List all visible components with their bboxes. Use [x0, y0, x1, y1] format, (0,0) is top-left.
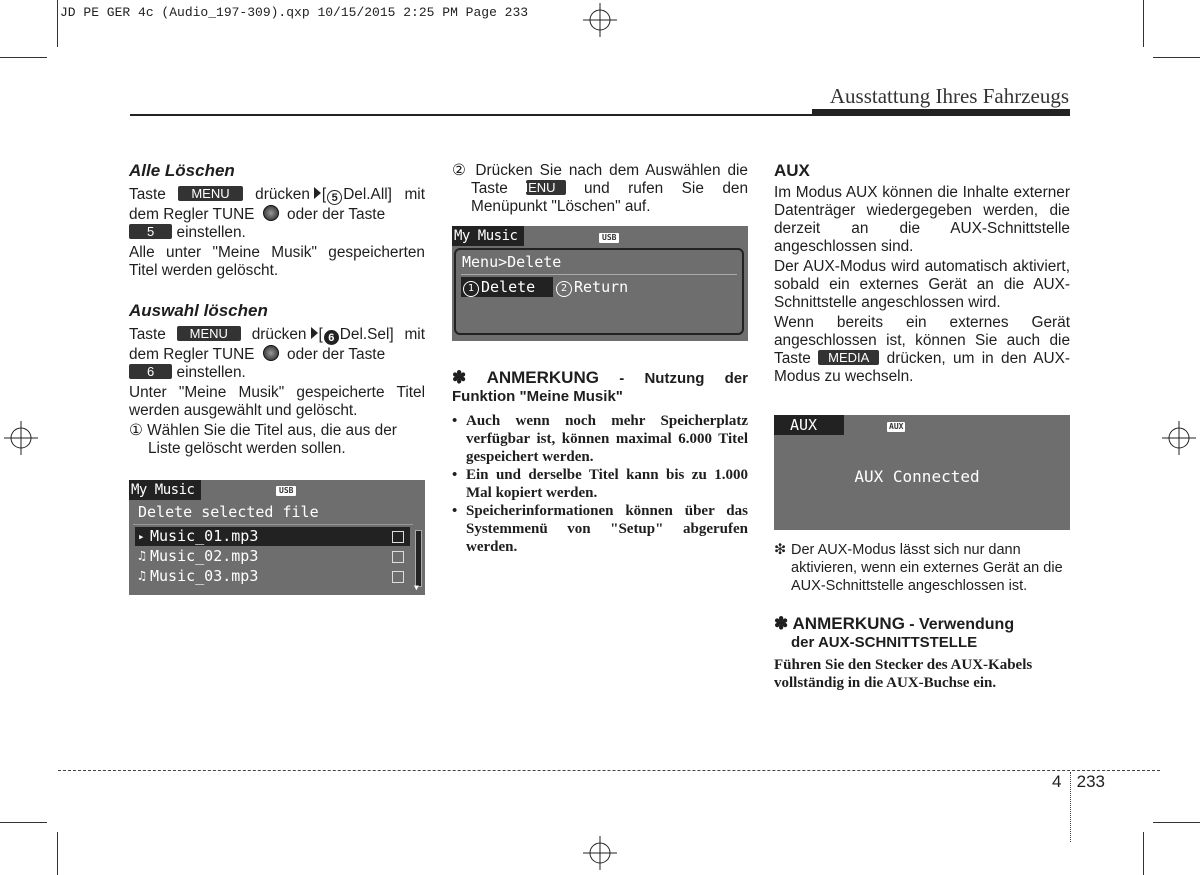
step-2: ② Drücken Sie nach dem Auswählen die Taste MENU und rufen Sie den Menüpunkt "Löschen" auf.	[452, 162, 749, 215]
list-item-selected: ▸ Music_01.mp3	[135, 527, 410, 546]
page-number: 233	[1076, 772, 1105, 791]
arrow-right-icon	[314, 187, 321, 199]
heading-auswahl-loeschen: Auswahl löschen	[129, 301, 268, 320]
number-6-icon: 6	[324, 330, 339, 345]
music-note-icon: ♫	[138, 569, 146, 584]
scroll-down-icon: ▼	[414, 583, 419, 592]
note-aux-schnittstelle: ✽ ANMERKUNG - Verwendung der AUX-SCHNITTSTELLE Führen Sie den Stecker des AUX-Kabels vollständig in die AUX-Buchse ein.	[774, 614, 1033, 691]
column-middle	[452, 162, 748, 218]
paragraph: Unter "Meine Musik" gespeicherte Titel werden ausgewählt und gelöscht.	[129, 384, 425, 419]
key-6-icon: 6	[129, 364, 172, 379]
footer-rule	[58, 770, 1160, 771]
note-star-icon: ✽	[452, 368, 467, 387]
checkbox-icon	[392, 551, 404, 563]
option-delete-selected: 1 Delete	[461, 277, 553, 297]
heading-aux: AUX	[774, 161, 810, 180]
crop-mark	[0, 822, 47, 823]
usb-badge: USB	[599, 233, 619, 243]
tune-knob-icon	[263, 205, 279, 221]
menu-key-icon: MENU	[526, 180, 565, 195]
paragraph: Im Modus AUX können die Inhalte externer Datenträger wiedergegeben werden, die derzeit an die AUX-Schnittstelle angeschlossen sind.	[774, 184, 1070, 255]
registration-mark-icon	[4, 421, 38, 455]
asterisk-icon: ❇	[774, 542, 787, 558]
crop-mark	[1143, 0, 1144, 47]
option-return: 2 Return	[556, 277, 628, 297]
chapter-number: 4	[1052, 772, 1062, 791]
registration-mark-icon	[1162, 421, 1196, 455]
column-left	[129, 162, 425, 460]
aux-message: AUX Connected	[854, 467, 980, 486]
screen-title: My Music	[452, 226, 524, 246]
column-right	[774, 162, 1070, 388]
crop-mark	[1153, 57, 1200, 58]
checkbox-icon	[392, 571, 404, 583]
paragraph: Taste MENU drücken [ 6 Del.Sel] mit dem Regler TUNE oder der Taste 6 einstellen.	[129, 326, 426, 381]
popup-menu	[454, 248, 744, 335]
aux-badge: AUX	[889, 422, 904, 431]
tune-knob-icon	[263, 345, 279, 361]
paragraph: Wenn bereits ein externes Gerät angeschlossen ist, können Sie auch die Taste MEDIA drücken, um in den AUX-Modus zu wechseln.	[774, 314, 1070, 385]
crop-mark	[57, 0, 58, 47]
crop-mark	[1143, 832, 1144, 875]
number-5-icon: 5	[327, 190, 342, 205]
list-item: • Auch wenn noch mehr Speicherplatz verfügbar ist, können maximal 6.000 Titel gespeichert werden.	[452, 412, 748, 466]
menu-key-icon: MENU	[177, 326, 241, 341]
crop-mark	[0, 57, 47, 58]
paragraph: Der AUX-Modus wird automatisch aktiviert, sobald ein externes Gerät an die AUX-Schnittstelle angeschlossen wird.	[774, 258, 1070, 311]
usb-badge: USB	[276, 486, 296, 496]
play-icon: ▸	[138, 530, 145, 543]
crop-mark	[1153, 822, 1200, 823]
list-item: • Ein und derselbe Titel kann bis zu 1.000 Mal kopiert werden.	[452, 466, 748, 502]
list-item: • Speicherinformationen können über das Systemmenü von "Setup" abgerufen werden.	[452, 502, 748, 556]
paragraph: Taste MENU drücken [ 5 Del.All] mit dem Regler TUNE oder der Taste 5 einstellen.	[129, 186, 425, 241]
checkbox-icon	[392, 531, 404, 543]
music-note-icon: ♫	[138, 549, 146, 564]
screen-menu-delete	[452, 226, 748, 341]
crop-mark	[57, 832, 58, 875]
page-number-divider	[1070, 772, 1071, 842]
key-5-icon: 5	[129, 224, 172, 239]
menu-key-icon: MENU	[178, 186, 242, 201]
screen-aux-connected	[774, 415, 1070, 530]
arrow-right-icon	[311, 327, 318, 339]
list-item: ♫ Music_03.mp3	[135, 567, 410, 586]
screen-title: AUX	[774, 415, 844, 435]
screen-my-music-delete-selected	[129, 480, 425, 595]
paragraph: Alle unter "Meine Musik" gespeicherten Titel werden gelöscht.	[129, 244, 425, 279]
heading-alle-loeschen: Alle Löschen	[129, 161, 235, 180]
scrollbar	[415, 530, 422, 587]
list-item: ♫ Music_02.mp3	[135, 547, 410, 566]
screen-header: Delete selected file	[138, 503, 319, 521]
note-list	[452, 412, 748, 556]
column-right-lower	[774, 541, 1070, 692]
media-key-icon: MEDIA	[818, 350, 879, 365]
note-star-icon: ✽	[774, 614, 789, 633]
screen-title: My Music	[129, 480, 201, 500]
step-1: ① Wählen Sie die Titel aus, die aus der Liste gelöscht werden sollen.	[129, 422, 397, 457]
menu-path: Menu>Delete	[462, 253, 562, 271]
printer-slug: JD PE GER 4c (Audio_197-309).qxp 10/15/2015 2:25 PM Page 233	[60, 5, 529, 20]
section-title: Ausstattung Ihres Fahrzeugs	[829, 84, 1069, 108]
header-rule-accent	[812, 109, 1070, 116]
note-meine-musik: ✽ ANMERKUNG - Nutzung der Funktion "Meine Musik" • Auch wenn noch mehr Speicherplatz verfügbar ist, können maximal 6.000 Titel gespeichert werden. • Ein und derselbe Titel kann bis zu 1.000 Mal kopiert werden. • Speicherinformationen können über das Systemmenü von "Setup" abgerufen werden.	[452, 369, 748, 556]
star-note: ❇ Der AUX-Modus lässt sich nur dann aktivieren, wenn ein externes Gerät an die AUX-Schnittstelle angeschlossen ist.	[774, 542, 1063, 594]
registration-mark-icon	[583, 836, 617, 870]
registration-mark-icon	[583, 3, 617, 37]
